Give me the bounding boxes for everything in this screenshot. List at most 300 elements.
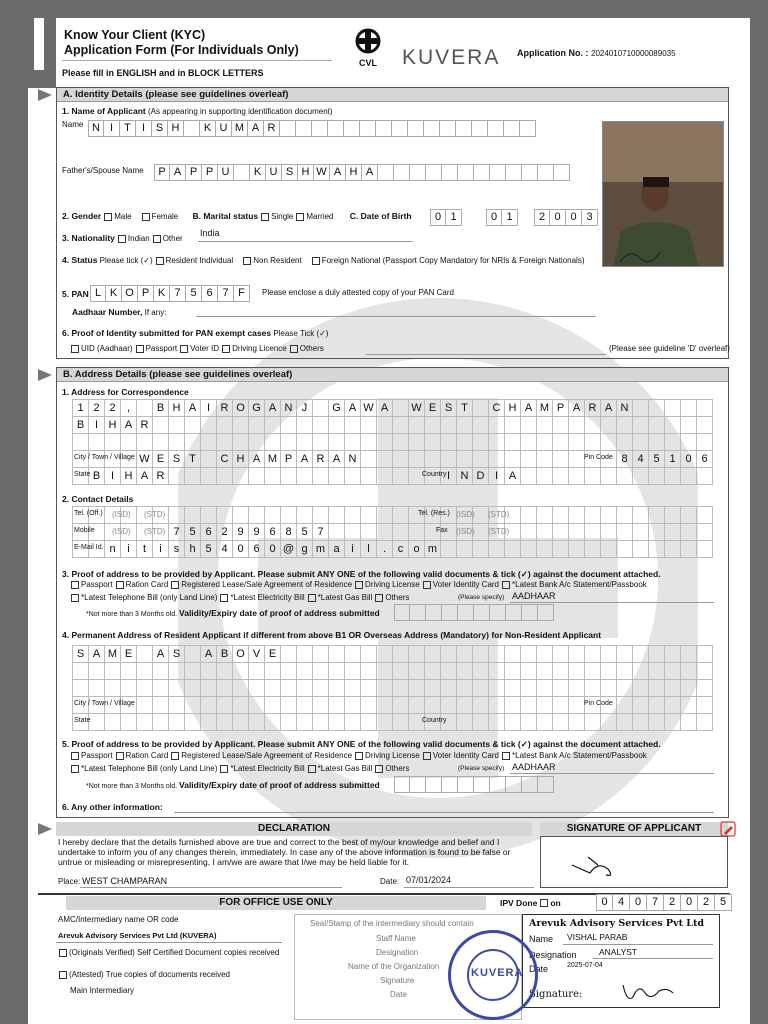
section-b-heading: B. Address Details (please see guidelines overleaf) — [57, 368, 728, 382]
grid-cell — [601, 646, 617, 663]
grid-cell — [313, 434, 329, 451]
validity-row: *Not more than 3 Months old. Validity/Expiry date of proof of address submitted — [86, 608, 380, 618]
grid-cell — [585, 680, 601, 697]
doc-option-label: Registered Lease/Sale Agreement of Residence — [181, 751, 353, 760]
grid-cell — [153, 663, 169, 680]
grid-cell — [697, 646, 713, 663]
grid-cell — [361, 451, 377, 468]
grid-cell — [601, 663, 617, 680]
grid-cell: R — [217, 400, 233, 417]
grid-cell — [473, 434, 489, 451]
grid-cell — [297, 417, 313, 434]
grid-cell: H — [105, 417, 121, 434]
grid-cell: t — [137, 541, 153, 558]
grid-cell — [617, 646, 633, 663]
grid-cell: V — [249, 646, 265, 663]
grid-cell — [569, 680, 585, 697]
advisor-desig-line — [593, 958, 713, 959]
char-box: U — [266, 164, 282, 181]
char-box: 7 — [218, 285, 234, 302]
doc-checkbox[interactable] — [502, 752, 510, 760]
doc-checkbox[interactable] — [222, 345, 230, 353]
grid-cell: R — [137, 417, 153, 434]
doc-checkbox[interactable] — [171, 581, 179, 589]
grid-cell — [505, 714, 521, 731]
grid-cell — [169, 663, 185, 680]
grid-cell — [617, 468, 633, 485]
doc-option-label: Others — [385, 764, 410, 773]
perm-address-label: 4. Permanent Address of Resident Applicant if different from above B1 OR Overseas Address (Mandatory) for Non-Resident Applicant — [62, 630, 602, 640]
grid-cell — [665, 417, 681, 434]
pan-label: 5. PAN — [62, 289, 89, 299]
grid-cell: c — [393, 541, 409, 558]
grid-cell — [633, 646, 649, 663]
grid-cell — [633, 697, 649, 714]
ipv-date-boxes[interactable] — [596, 894, 732, 911]
char-box — [426, 604, 442, 621]
grid-cell — [217, 434, 233, 451]
grid-cell — [697, 468, 713, 485]
advisor-desig: ANALYST — [599, 947, 638, 957]
grid-cell — [569, 697, 585, 714]
grid-cell — [233, 680, 249, 697]
char-box — [474, 776, 490, 793]
edit-signature-icon[interactable] — [720, 821, 736, 837]
doc-checkbox[interactable] — [71, 581, 79, 589]
grid-cell — [329, 524, 345, 541]
grid-cell — [137, 434, 153, 451]
char-box: T — [120, 120, 136, 137]
other-info-label: 6. Any other information: — [62, 802, 163, 812]
grid-cell — [649, 663, 665, 680]
grid-cell — [617, 697, 633, 714]
validity-boxes[interactable] — [394, 604, 554, 621]
state-label: State — [74, 471, 91, 478]
grid-cell — [329, 663, 345, 680]
grid-row — [73, 714, 713, 731]
cvl-emblem-icon — [353, 26, 383, 56]
grid-cell — [361, 417, 377, 434]
std-off: (STD) — [144, 510, 166, 519]
char-box — [506, 604, 522, 621]
doc-checkbox[interactable] — [502, 581, 510, 589]
doc-checkbox[interactable] — [116, 581, 124, 589]
doc-checkbox[interactable] — [290, 345, 298, 353]
name-label: 1. Name of Applicant (As appearing in supporting identification document) — [62, 106, 333, 116]
poa5-other-value[interactable]: AADHAAR — [512, 762, 556, 772]
grid-cell — [281, 507, 297, 524]
char-box: A — [330, 164, 346, 181]
grid-cell — [521, 507, 537, 524]
grid-cell — [409, 417, 425, 434]
grid-cell — [697, 541, 713, 558]
doc-checkbox[interactable] — [171, 752, 179, 760]
char-box: O — [122, 285, 138, 302]
grid-cell: A — [153, 646, 169, 663]
grid-cell: B — [153, 400, 169, 417]
grid-cell — [521, 468, 537, 485]
char-box — [458, 604, 474, 621]
std-res: (STD) — [488, 510, 510, 519]
grid-cell — [681, 697, 697, 714]
grid-cell — [345, 524, 361, 541]
grid-cell — [377, 680, 393, 697]
grid-cell — [473, 663, 489, 680]
grid-cell — [297, 697, 313, 714]
grid-cell — [633, 663, 649, 680]
char-box — [426, 164, 442, 181]
char-box — [378, 164, 394, 181]
grid-cell — [153, 417, 169, 434]
grid-cell — [201, 680, 217, 697]
char-box: I — [136, 120, 152, 137]
applicant-signature-icon — [568, 851, 628, 881]
grid-cell: M — [105, 646, 121, 663]
grid-cell: A — [377, 400, 393, 417]
place-label: Place: — [58, 877, 81, 886]
grid-cell — [505, 541, 521, 558]
doc-option-label: UID (Aadhaar) — [81, 344, 133, 353]
advisor-company: Arevuk Advisory Services Pvt Ltd — [529, 918, 704, 929]
grid-cell — [569, 714, 585, 731]
grid-cell — [441, 434, 457, 451]
grid-cell — [489, 714, 505, 731]
section-a-arrow — [38, 89, 52, 101]
grid-cell — [441, 680, 457, 697]
grid-cell — [521, 680, 537, 697]
perm-address-grid[interactable] — [72, 645, 713, 731]
doc-option-label: *Latest Telephone Bill (only Land Line) — [81, 764, 218, 773]
grid-cell: o — [409, 541, 425, 558]
char-box: 7 — [647, 894, 664, 911]
grid-cell — [393, 663, 409, 680]
status-row: 4. Status Please tick (✓) Resident Individual Non Resident Foreign National (Passport Copy Mandatory for NRIs & Foreign Nationals) — [62, 255, 585, 265]
tel-off-label: Tel. (Off.) — [74, 510, 103, 517]
grid-cell — [361, 434, 377, 451]
doc-checkbox[interactable] — [136, 345, 144, 353]
grid-cell: 0 — [681, 451, 697, 468]
corr-address-grid[interactable] — [72, 399, 713, 485]
doc-checkbox[interactable] — [355, 581, 363, 589]
app-no-label: Application No. : — [517, 48, 589, 58]
grid-cell — [297, 507, 313, 524]
grid-cell — [649, 646, 665, 663]
advisor-stamp-box — [522, 914, 720, 1008]
grid-cell — [569, 507, 585, 524]
char-box — [522, 164, 538, 181]
grid-cell — [169, 680, 185, 697]
orig-verified-checkbox[interactable] — [59, 949, 67, 957]
grid-cell: J — [297, 400, 313, 417]
grid-cell — [361, 646, 377, 663]
doc-checkbox[interactable] — [220, 765, 228, 773]
grid-cell — [441, 451, 457, 468]
grid-cell: 9 — [249, 524, 265, 541]
grid-cell — [313, 646, 329, 663]
nonresident-checkbox[interactable] — [243, 257, 251, 265]
grid-cell: i — [153, 541, 169, 558]
doc-checkbox[interactable] — [180, 345, 188, 353]
grid-cell — [217, 680, 233, 697]
grid-cell — [681, 507, 697, 524]
grid-cell — [601, 507, 617, 524]
grid-cell — [425, 434, 441, 451]
char-box — [458, 776, 474, 793]
grid-cell — [697, 680, 713, 697]
grid-cell — [137, 646, 153, 663]
attested-checkbox[interactable] — [59, 971, 67, 979]
contact-grid[interactable] — [72, 506, 713, 558]
advisor-sig-label: Signature: — [529, 989, 583, 1000]
grid-cell — [521, 697, 537, 714]
date-value[interactable]: 07/01/2024 — [406, 875, 452, 885]
grid-cell: P — [553, 400, 569, 417]
dob-day[interactable] — [430, 209, 462, 226]
grid-cell — [649, 697, 665, 714]
grid-cell — [601, 680, 617, 697]
grid-cell — [185, 680, 201, 697]
male-checkbox[interactable] — [104, 213, 112, 221]
grid-cell: A — [505, 468, 521, 485]
kyc-form-page — [28, 18, 750, 1024]
grid-cell — [201, 417, 217, 434]
poa5-specify: (Please specify) — [458, 765, 505, 772]
char-box — [474, 604, 490, 621]
char-box: 0 — [596, 894, 613, 911]
orig-verified-row: (Originals Verified) Self Certified Document copies received — [56, 948, 279, 957]
grid-cell — [617, 507, 633, 524]
foreign-checkbox[interactable] — [312, 257, 320, 265]
grid-cell — [553, 524, 569, 541]
grid-cell — [313, 468, 329, 485]
dob-month[interactable] — [486, 209, 518, 226]
pan-boxes[interactable] — [90, 285, 250, 302]
grid-cell — [137, 697, 153, 714]
nationality-value[interactable]: India — [200, 228, 220, 238]
grid-cell — [665, 524, 681, 541]
doc-checkbox[interactable] — [71, 345, 79, 353]
grid-cell — [345, 646, 361, 663]
grid-cell — [73, 434, 89, 451]
grid-cell — [233, 468, 249, 485]
grid-row — [73, 541, 713, 558]
grid-cell — [217, 468, 233, 485]
grid-cell — [153, 680, 169, 697]
grid-cell: A — [601, 400, 617, 417]
grid-cell — [665, 646, 681, 663]
grid-cell — [185, 714, 201, 731]
form-title: Know Your Client (KYC) Application Form (For Individuals Only) — [64, 28, 299, 57]
doc-checkbox[interactable] — [375, 594, 383, 602]
doc-checkbox[interactable] — [71, 752, 79, 760]
grid-cell — [553, 468, 569, 485]
indian-checkbox[interactable] — [118, 235, 126, 243]
grid-cell: 6 — [201, 524, 217, 541]
char-box: 0 — [430, 209, 446, 226]
grid-cell — [169, 714, 185, 731]
grid-cell — [121, 714, 137, 731]
grid-cell — [521, 451, 537, 468]
grid-cell: 2 — [217, 524, 233, 541]
doc-checkbox[interactable] — [308, 594, 316, 602]
grid-cell: R — [585, 400, 601, 417]
grid-cell: 8 — [281, 524, 297, 541]
grid-cell — [313, 507, 329, 524]
doc-checkbox[interactable] — [308, 765, 316, 773]
dob-year[interactable] — [534, 209, 598, 226]
grid-cell — [265, 680, 281, 697]
grid-cell: h — [185, 541, 201, 558]
isd-fax: (ISD) — [456, 527, 475, 536]
grid-cell — [249, 507, 265, 524]
grid-cell — [633, 714, 649, 731]
grid-cell — [409, 646, 425, 663]
staff-name-label: Staff Name — [376, 934, 416, 943]
title-underline — [62, 60, 332, 61]
grid-cell — [681, 663, 697, 680]
grid-cell — [345, 468, 361, 485]
doc-option-label: Passport — [81, 751, 113, 760]
grid-cell — [361, 468, 377, 485]
grid-cell — [105, 680, 121, 697]
grid-cell — [281, 697, 297, 714]
grid-cell — [89, 714, 105, 731]
grid-cell — [537, 714, 553, 731]
grid-cell — [201, 434, 217, 451]
grid-cell: I — [89, 417, 105, 434]
father-label: Father's/Spouse Name — [62, 166, 144, 175]
doc-checkbox[interactable] — [423, 581, 431, 589]
office-use-heading: FOR OFFICE USE ONLY — [66, 896, 486, 910]
grid-cell — [633, 541, 649, 558]
grid-cell: S — [73, 646, 89, 663]
grid-cell — [649, 524, 665, 541]
grid-cell — [409, 434, 425, 451]
grid-cell — [441, 417, 457, 434]
grid-cell — [73, 663, 89, 680]
doc-checkbox[interactable] — [220, 594, 228, 602]
place-line — [80, 887, 342, 888]
grid-cell — [233, 697, 249, 714]
ipv-checkbox[interactable] — [540, 899, 548, 907]
place-value[interactable]: WEST CHAMPARAN — [82, 876, 168, 886]
grid-cell — [473, 714, 489, 731]
doc-checkbox[interactable] — [423, 752, 431, 760]
grid-cell — [537, 468, 553, 485]
grid-cell: 6 — [249, 541, 265, 558]
grid-cell: 4 — [633, 451, 649, 468]
grid-cell — [409, 680, 425, 697]
grid-cell — [633, 417, 649, 434]
resident-checkbox[interactable] — [156, 257, 164, 265]
grid-cell — [297, 663, 313, 680]
grid-cell — [553, 697, 569, 714]
validity5-boxes[interactable] — [394, 776, 554, 793]
grid-cell: A — [265, 400, 281, 417]
grid-cell — [425, 646, 441, 663]
grid-cell — [569, 451, 585, 468]
doc-checkbox[interactable] — [71, 594, 79, 602]
single-checkbox[interactable] — [261, 213, 269, 221]
pin-label: Pin Code — [584, 454, 613, 461]
name-boxes[interactable] — [88, 120, 536, 137]
grid-cell: W — [137, 451, 153, 468]
grid-cell — [681, 541, 697, 558]
other-info-line — [174, 812, 714, 813]
char-box — [424, 120, 440, 137]
father-name-boxes[interactable] — [154, 164, 570, 181]
grid-cell — [249, 680, 265, 697]
grid-cell — [361, 714, 377, 731]
doc-checkbox[interactable] — [375, 765, 383, 773]
grid-cell — [265, 714, 281, 731]
poa-other-value[interactable]: AADHAAR — [512, 591, 556, 601]
grid-cell — [393, 417, 409, 434]
grid-cell — [457, 646, 473, 663]
poa5-label: 5. Proof of address to be provided by Applicant. Please submit ANY ONE of the following valid documents & tick (✓) against the document attached. — [62, 739, 661, 749]
char-box — [442, 776, 458, 793]
grid-cell — [521, 541, 537, 558]
char-box: K — [250, 164, 266, 181]
advisor-name-label: Name — [529, 934, 554, 944]
grid-cell: 6 — [265, 524, 281, 541]
doc-checkbox[interactable] — [116, 752, 124, 760]
grid-cell: n — [105, 541, 121, 558]
grid-cell — [665, 468, 681, 485]
corr-address-label: 1. Address for Correspondence — [62, 387, 189, 397]
grid-cell — [601, 524, 617, 541]
grid-cell — [297, 714, 313, 731]
doc-checkbox[interactable] — [355, 752, 363, 760]
doc-option-label: Voter Identity Card — [432, 751, 500, 760]
grid-cell — [553, 434, 569, 451]
char-box: 0 — [681, 894, 698, 911]
grid-cell: P — [281, 451, 297, 468]
doc-option-label: Ration Card — [125, 580, 169, 589]
grid-cell — [105, 663, 121, 680]
female-checkbox[interactable] — [142, 213, 150, 221]
std-mob: (STD) — [144, 527, 166, 536]
grid-row — [73, 680, 713, 697]
form-subtitle: Please fill in ENGLISH and in BLOCK LETTERS — [62, 68, 264, 78]
grid-cell: I — [489, 468, 505, 485]
grid-cell — [249, 663, 265, 680]
grid-cell: S — [441, 400, 457, 417]
doc-option-label: Others — [299, 344, 324, 353]
grid-cell: 2 — [105, 400, 121, 417]
char-box — [472, 120, 488, 137]
isd-mob: (ISD) — [112, 527, 131, 536]
aadhaar-line — [196, 316, 596, 317]
grid-cell — [201, 468, 217, 485]
grid-cell — [313, 417, 329, 434]
grid-cell — [697, 663, 713, 680]
grid-cell — [489, 417, 505, 434]
grid-cell: 5 — [649, 451, 665, 468]
other-nationality-checkbox[interactable] — [153, 235, 161, 243]
grid-cell — [281, 714, 297, 731]
poa5-other-line — [510, 773, 714, 774]
married-checkbox[interactable] — [296, 213, 304, 221]
doc-option-label: *Latest Gas Bill — [317, 593, 373, 602]
grid-cell — [665, 714, 681, 731]
page-tab-marker — [28, 18, 56, 88]
doc-checkbox[interactable] — [71, 765, 79, 773]
grid-cell — [553, 451, 569, 468]
grid-cell — [201, 507, 217, 524]
grid-cell: A — [329, 451, 345, 468]
grid-cell — [361, 507, 377, 524]
